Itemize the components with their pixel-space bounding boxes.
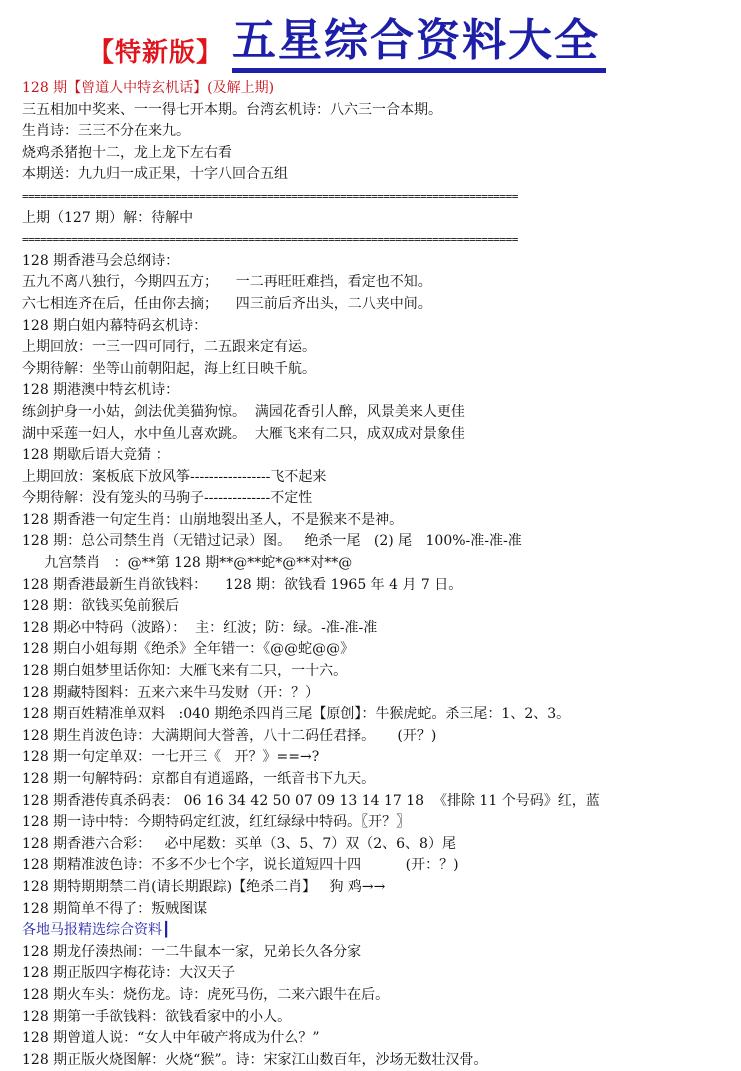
edition-badge: 【特新版】 (88, 38, 224, 68)
text-line: 128 期一诗中特：今期特码定红波，红红绿绿中特码。〖开？〗 (22, 814, 411, 831)
page-title: 五星综合资料大全 (232, 14, 606, 73)
text-line: 六七相连齐在后，任由你去摘； 四三前后齐出头，二八夹中间。 (22, 295, 432, 312)
section-heading: 128 期【曾道人中特玄机话】(及解上期) (22, 80, 275, 96)
text-line: 128 期一句解特码：京都自有逍遥路，一纸音书下九天。 (22, 771, 376, 787)
separator-line: ================================================================================= (22, 189, 518, 203)
text-line: 128 期港澳中特玄机诗： (22, 382, 180, 399)
text-line: 湖中采莲一妇人，水中鱼儿喜欢跳。 大雁飞来有二只，成双成对景象佳 (22, 425, 465, 442)
text-line: 128 期香港传真杀码表： 06 16 34 42 50 07 09 13 14 17 18 《排除 11 个号码》红，蓝 (22, 792, 600, 809)
text-line: 128 期白小姐每期《绝杀》全年错一：《@@蛇@@》 (22, 641, 355, 658)
text-line: 128 期精准波色诗：不多不少七个字，说长道短四十四 (开：？) (22, 857, 459, 874)
text-line: 128 期藏特图料：五来六来牛马发财（开：？） (22, 684, 320, 701)
text-line: 128 期香港一句定生肖：山崩地裂出圣人，不是猴来不是神。 (22, 511, 404, 528)
text-line: 128 期必中特码（波路）： 主：红波；防：绿。-准-准-准 (22, 619, 378, 636)
text-line: 128 期：总公司禁生肖（无错过记录）图。 绝杀一尾 (2) 尾 100%-准-准-准 (22, 533, 522, 550)
section-heading: 各地马报精选综合资料┃ (22, 922, 171, 939)
text-line: 今期待解：没有笼头的马驹子--------------不定性 (22, 490, 313, 507)
text-line: 128 期一句定单双：一七开三《 开？》==→? (22, 749, 320, 766)
text-line: 上期回放：案板底下放风筝-----------------飞不起来 (22, 468, 327, 485)
text-line: 128 期正版四字梅花诗：大汉天子 (22, 965, 236, 982)
text-line: 九宫禁肖 ：@**第 128 期**@**蛇*@**对**@ (22, 555, 353, 572)
text-line: 128 期香港马会总纲诗： (22, 252, 180, 269)
text-line: 128 期正版火烧图解：火烧“猴”。诗：宋家江山数百年，沙场无数壮汉骨。 (22, 1051, 488, 1068)
text-line: 上期（127 期）解：待解中 (22, 209, 194, 226)
text-line: 128 期：欲钱买兔前猴后 (22, 598, 180, 615)
text-line: 128 期白姐内幕特码玄机诗： (22, 317, 208, 334)
text-line: 练剑护身一小姑，剑法优美猫狗惊。 满园花香引人醉，风景美来人更佳 (22, 403, 465, 420)
text-line: 今期待解：坐等山前朝阳起，海上红日映千航。 (22, 360, 316, 377)
text-line: 五九不离八独行，今期四五方； 一二再旺旺难挡，看定也不知。 (22, 274, 432, 291)
document-body (22, 78, 734, 1071)
text-line: 128 期香港最新生肖欲钱料： 128 期：欲钱看 1965 年 4 月 7 日。 (22, 576, 463, 593)
text-line: 128 期龙仔湊热闹：一二牛鼠本一家，兄弟长久各分家 (22, 943, 362, 960)
text-line: 128 期特期期禁二肖(请长期跟踪)【绝杀二肖】 狗 鸡→→ (22, 878, 386, 895)
text-line: 128 期歇后语大竞猜 ： (22, 447, 170, 464)
text-line: 128 期曾道人说：“女人中年破产将成为什么？” (22, 1030, 320, 1047)
text-line: 128 期香港六合彩： 必中尾数：买单（3、5、7）双（2、6、8）尾 (22, 835, 456, 852)
page-header (0, 0, 741, 76)
text-line: 128 期第一手欲钱料：欲钱看家中的小人。 (22, 1008, 292, 1025)
text-line: 上期回放：一三一四可同行，二五跟来定有运。 (22, 339, 316, 356)
text-line: 128 期百姓精准单双料 :040 期绝杀四肖三尾【原创】：牛猴虎蛇。杀三尾：1、2、3。 (22, 706, 571, 723)
text-line: 生肖诗：三三不分在来九。 (22, 123, 190, 140)
text-line: 128 期白姐梦里话你知：大雁飞来有二只，一十六。 (22, 663, 348, 680)
text-line: 烧鸡杀猪抱十二，龙上龙下左右看 (22, 144, 232, 161)
text-line: 本期送：九九归一成正果，十字八回合五组 (22, 166, 288, 183)
text-line: 三五相加中奖来、一一得七开本期。台湾玄机诗：八六三一合本期。 (22, 101, 442, 118)
text-line: 128 期火车头：烧伤龙。诗：虎死马伤，二来六跟牛在后。 (22, 986, 390, 1003)
text-line: 128 期简单不得了：叛贼图谋 (22, 900, 208, 917)
separator-line: ================================================================================= (22, 233, 518, 247)
text-line: 128 期生肖波色诗：大满期间大誉善，八十二码任君择。 (开？) (22, 727, 437, 744)
